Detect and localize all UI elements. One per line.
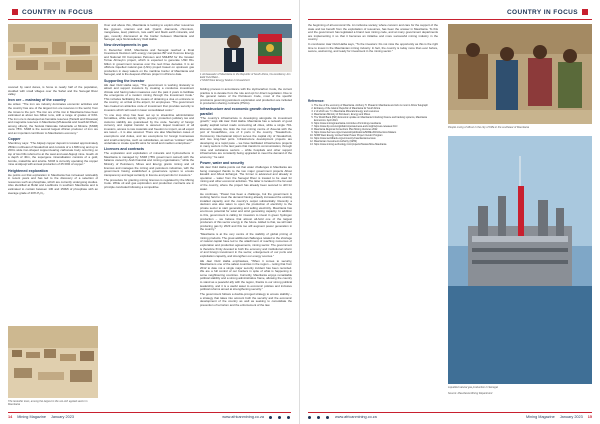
body-paragraph: In conclusion Jaar Ould Haiba says, "To the investors: Do not miss the opportunity as this is the right time to invest in the Mauritanian mining industry. In fact, the country is today more than ever before, secure, welcoming, and ready for investment in the mining sector.": [308, 42, 438, 54]
twitter-icon[interactable]: [317, 416, 320, 419]
section-heading: Copper: [8, 136, 21, 141]
reference-item: 9. https://www.hermes.org/en/network/publications/MIME-2019-Decision-Makers: [314, 131, 438, 134]
section-heading: Power, water and security: [200, 161, 245, 166]
right-date: January 2023: [559, 415, 583, 419]
header-rule: [308, 19, 592, 20]
reference-item: 6. https://www.miningmauritania.com/index.cfm/mining-mauritania: [314, 122, 438, 125]
text-column-1: [8, 86, 98, 322]
header-square-icon: [582, 9, 588, 15]
right-footer: [308, 412, 592, 420]
body-paragraph: "The country's infrastructure is developing alongside its investment growth," says HE Jaar Ould Haiba. Mauritania has a network of good quality asphalt tarred roads connecting all cities, while a single 704-kilometre railway line links the iron mining centre of Zouerat with the port of Nouadhibou, one of 3 ports in the country. "Nouakchott–Oumtounsy International Airport serves the capital city of Nouakchott, and two long-haul ports. Infrastructure development projects are developing at a rapid pace – we have facilitated infrastructure projects in many sectors in the last years that transform communication, through mine and substance sectors – while hospitals and other support infrastructure are constantly being upgraded to meet the demand of the economy," he said.: [200, 115, 292, 159]
references-block: [308, 100, 438, 250]
reference-item: 7. https://www.bp.com/en/global/corporate/news-and-insights/press-releases.html: [314, 125, 438, 128]
body-paragraph: "In one stop shop has been set up to streamline administration formalities, while security rights, property protection judiciary tax and customs stability are guaranteed by the code. Security of foreign currency and capital transfer is assured. Equal treatment of all investors, access to raw materials and freedom to import, as all export are taxed – it is also assured. There are also Mauritanian cases of exemptions and duties, and tax exemptions for foreign businesses and small enterprise, such as subsidiaries, as well as "entities" which undertake to create specific aims for small and medium enterprises.": [104, 112, 194, 146]
body-paragraph: He points out that exploration in Mauritania has increased noticeably in recent years and has led to the discovery of a selection of resources such as phosphate, which are currently undergoing studies. Also identified at Bofal and Loubboira in southern Mauritania and is estimated to contain between 130 and 150Mt of phosphate with an average grade of 20% P₂O₅.: [8, 172, 98, 195]
ambassador-photo: [200, 24, 292, 72]
reference-item: 12. Mauritanian Investment Authority (IAPM): [314, 140, 438, 143]
right-header: [507, 6, 592, 18]
reference-item: 13. https://www.mining-technology.com/projects/Tasiast-Mine-Mauritania: [314, 143, 438, 146]
body-paragraph: Over and above this, Mauritania is looking to exploit other resources like gypsum, uranium and salt. Quartz, diamonds, chromium, manganese, lead, platinum, rare earth and black earth minerals, and gas, recently discovered at the border between Mauritania and Senegal, says his Excellency Ould Haiba.: [104, 24, 194, 42]
body-paragraph: "Mauritania is at the very centre of the stability of global pricing of mining products. The great additional challenges related to the shortage of natural capital have led to the attachment of reaching numerous of exploration and production agreements, mining sector. The government is therefore firmly devoted to both the economy and institutional reform of and foreign investment in the sector, enlargement of our ports and exploitation capacity, and strengthen our energy sources.": [200, 232, 292, 258]
section-heading: Heightened exploration: [8, 168, 48, 173]
left-page-number: 14: [8, 415, 13, 419]
left-footer: [8, 412, 291, 420]
twitter-icon[interactable]: [278, 416, 281, 419]
right-site[interactable]: www.africanmining.co.za: [335, 415, 377, 419]
body-paragraph: The exploration and exploitation of minerals and hydrocarbons in Mauritania is managed by SNIM (78% government owned) with the balance owned by Arab financial and mining organisations," while the Ministry of Petroleum, Mines and Energy grants mining and oil licences and manages the mining and petroleum industries, with the government having established a governance system to ensure transparency and legal certainty in licence and permits for investors.": [104, 151, 194, 177]
photo-caption-station: 2 SNIM West Energy Station in Nouakchott: [200, 79, 250, 82]
body-paragraph: the beginning of all economic life. An inclusive society, where concern and care for the support of the state and tax benefit from the exploitation of resources, has been the answer in Mauritania. To this end the government has legislated a brand new mining code, and at many government departments are implementing it so that it becomes an initiative and more successful mining industry in the country.: [308, 24, 438, 42]
right-publication: Mining Magazine: [526, 415, 555, 419]
left-publication: Mining Magazine: [17, 415, 46, 419]
header-square-icon: [12, 9, 18, 15]
people-water-photo: [448, 24, 592, 124]
section-heading: Infrastructure and economic growth developed in parallel: [200, 107, 285, 116]
section-heading: New developments in gas: [104, 43, 148, 48]
header-rule: [8, 19, 291, 20]
header-label: COUNTRY IN FOCUS: [22, 8, 94, 16]
photo-credit: Source: Mauritania Mining Department: [448, 392, 493, 395]
city-aerial-photo: [8, 24, 98, 80]
body-paragraph: In December 2018, Mauritania and Senegal reached a Final Investment Decision with energy companies BP and Kosmos Energy and National Oil Companies Petrosen and SMHPM for the Greater Tortue Ahmeyim project, which is expected to generate USD 80+ billion in government revenue over the next three decades. It is an offshore liquefied natural gas (LNG) project based on upstream gas production in deep waters on the maritime border of Mauritania and Senegal, and is the deepest offshore project in Africa to date.: [104, 47, 194, 77]
linkedin-icon[interactable]: [326, 416, 329, 419]
facebook-icon[interactable]: [308, 416, 311, 419]
body-paragraph: HE Jaar Ould Haiba emphasises, "When it comes to security, Mauritania is one of the safest countries in the region – noting that from 2012 to date not a single major security incident has been recorded. We are a full control of our borders in spite of what is happening in some neighbouring countries. Currently, Mauritania enjoys remarkable political stability and a strong administrative frame, allowing the country to stand as a peaceful ally with the region, thanks to our strong political leadership, and it is a useful asset to economic policies and inclusive political reforms aimed at strengthening security.": [200, 258, 292, 292]
right-page: [300, 0, 600, 424]
reference-item: 4. Mauritanian Ministry of Petroleum, Energy and Mines: [314, 113, 438, 116]
lng-facility-photo: [448, 136, 592, 384]
reference-item: 1. The rise of the economy of Mauritania. Anthony H. Prasad in Mauritania and who is most in Africa Telegraph: [314, 104, 438, 107]
text-column-4: [308, 24, 438, 94]
photo-caption-lng: Liquefied natural gas production in Senegal: [448, 386, 498, 389]
body-paragraph: bidding process in accordance with the Hydrocarbon Code, the current practice is to deviate from the rule and opt for direct negotiation. Due to the general nature of the Petroleum Code, most of the specific provisions governing petroleum exploration and production are included in production sharing contracts (PSCs).: [200, 88, 292, 106]
text-column-2: [104, 24, 194, 404]
reference-item: 3. 2 of which are 7 in Mauritania Minerals Energy and resources: [314, 110, 438, 113]
reference-item: 10. SNIM West Energy Limited Solar Power Project Vendor Program: [314, 134, 438, 137]
section-heading: Supporting the investor: [104, 78, 145, 83]
body-paragraph: HE Jaar Ould Haiba says, "The government is working tirelessly to attract and support investors by creating a conducive investment climate and having taken measures over the past 4 years to facilitate the emergence of a modern mining through the Investment Code." This includes facilitating the means of obtaining a visa on entrance to the country, on arrival at the airport, for employees. "The government has created an attractive code of investment that provides security to investors which will result in lower consolidated costs.": [104, 82, 194, 112]
body-paragraph: The government follows a double-pronged strategy to ensure stability – a strategy that takes into account both the security and the economic development of the country as well as seeking to consolidate the prevention of terrorism and the enforcement of the law.: [200, 292, 292, 307]
left-header: [8, 6, 93, 18]
facebook-icon[interactable]: [269, 416, 272, 419]
body-paragraph: Shembrey says: "The Akjoujt copper deposit is located approximately 250km northeast of Nouakchott and consists of a 1.6Mt long and up to 200m wide iron-shaped copper-bearing carbonate body occurring on top of two hills referred to at the west and east Akjoujt mine. Guelb. At a depth of 40m, the supergene mineralisation consists of a gold, bornite, malachite and azurite. MCM is currently operating the copper mine at Akjoujt with annual production of 25 000t of copper.": [8, 141, 98, 167]
linkedin-icon[interactable]: [287, 416, 290, 419]
left-date: January 2023: [50, 415, 74, 419]
left-site[interactable]: www.africanmining.co.za: [222, 415, 264, 419]
body-paragraph: The procedure for granting mining licences is regulated by the Mining Code. While oil and gas exploration and production contracts are in principle concluded following a competitive: [104, 177, 194, 189]
header-label: COUNTRY IN FOCUS: [506, 8, 578, 16]
section-heading: Licences and contracts: [104, 147, 144, 152]
right-page-number: 15: [587, 415, 592, 419]
body-paragraph: covered by sand dunes, is home to nearly half of the population, studded with small villages over the Sahel and the Senegal River valley.: [8, 86, 98, 97]
reference-item: 8. Mauritania Regional Consortium Plan Mining Ventures 2022: [314, 128, 438, 131]
references-list: [308, 104, 438, 146]
photo-caption-town: The tenesifer town, among the largest in the ore-rich agreed sector in Mauritania: [8, 400, 88, 407]
text-column-3: [200, 88, 292, 404]
photo-caption-ambassador: 1 Ambassador of Mauritania to the Republic of South Africa, his excellency Jon Eddi Ould Bakk...: [200, 73, 291, 80]
reference-item: 11. https://www.worldbank.org/en/country/mauritania/overview: [314, 137, 438, 140]
references-title: Reference:: [308, 99, 325, 103]
body-paragraph: He writes: "The iron ore industry dominates economic activities and the country has one of the largest iron ore reserves in the world, from the mines to the port. The iron ore of the iron in Mauritania have been estimated at about two billion tons, with a range of grades of 64%. The iron ore is developed as hematite reserves (Tazadit and Rouessa) and magnetite reserves in Mauritania (M'Haoudat and Guelb El Rhein, among others), the Société Nationale Industrielle et Minière (SNIM) owns 78%. SNIM is the second largest African producer of iron ore and an important contributor to Mauritania's economy.": [8, 102, 98, 135]
body-paragraph: HE Jaar Ould Haiba points out that water challenges in Mauritania are being managed thanks to the two major government projects Aftout Essahli and Aftout Echargui. The former is advanced and already in operation – water from the Senegal River is treated to be used for mining and other economic activities. The latter is located in the far east of the country, where the project has already been secured to drill for water.: [200, 165, 292, 191]
mining-town-photo: [8, 326, 98, 398]
photo-caption-people: People Living of Aftout in the city of Kiffa in the southeast of Mauritania: [448, 126, 530, 129]
body-paragraph: He continues, "Power has been a challenge, but the government is working hard to meet the demand having already increased the existing installed capacity and the country's output substantially. Recently a decision was also taken to open the production of electricity to the private sector to start generating and selling electricity. Mauritania has enormous potential for solar and wind generating capacity. In addition to this, government is calling for investors to invest in green hydrogen production – we believe that almost all-hold one of the largest producers of this sector energy in the future. Added to that, we will start producing gas by 2023 and this too will augment power generation in the country.": [200, 191, 292, 232]
reference-item: 2. Embassy of the Islamic Republic of Mauritania for South Africa: [314, 107, 438, 110]
reference-item: 5. The World Bank (IMF) Economic update on Mauritania Unlocking finance and banking systems, Mauritania Economics: April 2021: [314, 116, 438, 122]
section-heading: Iron ore – mainstay of the country: [8, 98, 66, 103]
